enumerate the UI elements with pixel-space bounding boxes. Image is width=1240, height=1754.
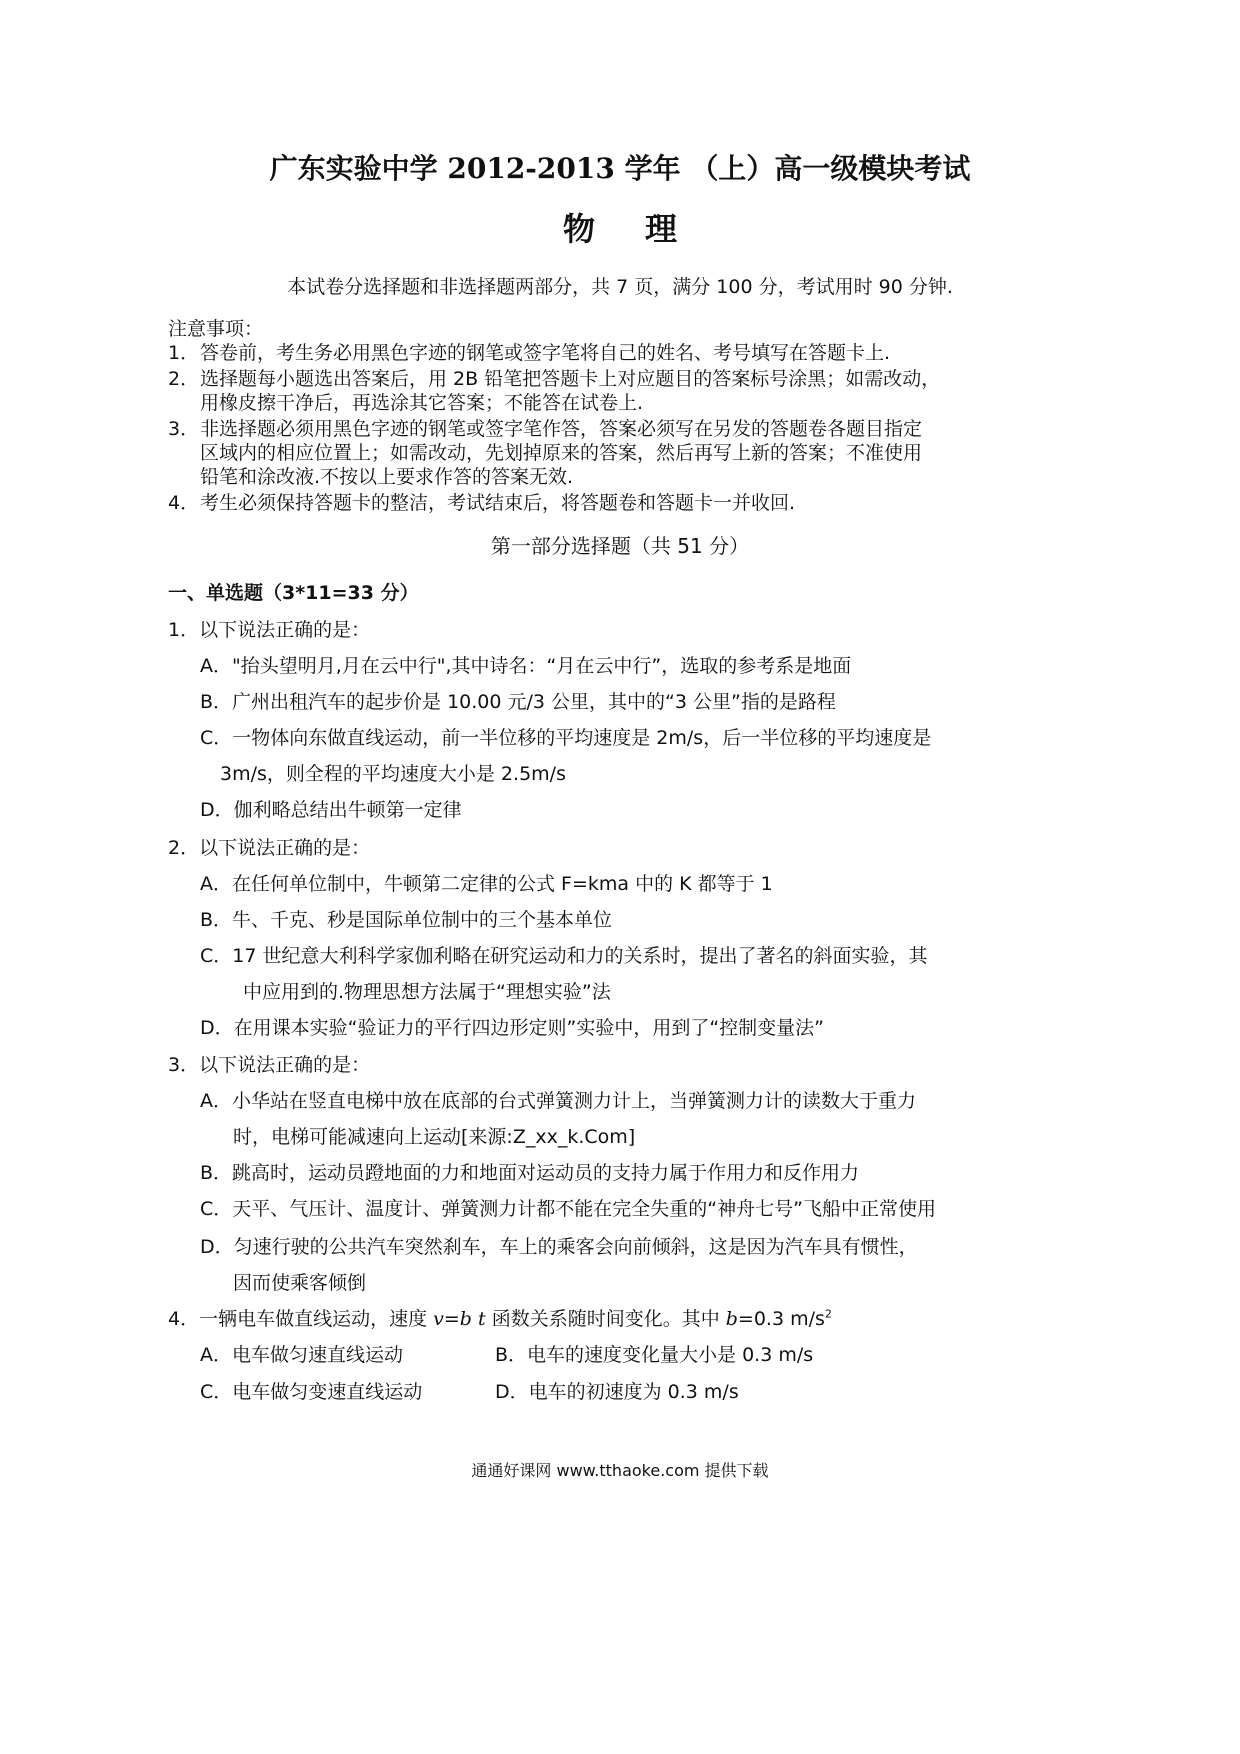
q2-option-a: A．在任何单位制中，牛顿第二定律的公式 F=kma 中的 K 都等于 1 <box>200 873 773 895</box>
q3-option-d: D．匀速行驶的公共汽车突然刹车，车上的乘客会向前倾斜，这是因为汽车具有惯性， <box>200 1236 918 1258</box>
q3-option-b: B．跳高时，运动员蹬地面的力和地面对运动员的支持力属于作用力和反作用力 <box>200 1162 860 1184</box>
notes-heading: 注意事项： <box>168 318 264 340</box>
page-footer: 通通好课网 www.tthaoke.com 提供下载 <box>471 1461 769 1480</box>
part1-title: 第一部分选择题（共 51 分） <box>490 534 750 558</box>
question-1-stem: 1．以下说法正确的是： <box>168 619 371 641</box>
q2-option-d: D．在用课本实验“验证力的平行四边形定则”实验中，用到了“控制变量法” <box>200 1017 825 1039</box>
note-item: 2．选择题每小题选出答案后，用 2B 铅笔把答题卡上对应题目的答案标号涂黑；如需改动， <box>168 368 941 390</box>
q2-option-c-continuation: 中应用到的.物理思想方法属于“理想实验”法 <box>243 981 611 1003</box>
note-item: 4．考生必须保持答题卡的整洁，考试结束后，将答题卷和答题卡一并收回. <box>168 492 796 514</box>
q4-option-a: A．电车做匀速直线运动 <box>200 1344 403 1366</box>
q2-option-b: B．牛、千克、秒是国际单位制中的三个基本单位 <box>200 909 613 931</box>
note-item: 3．非选择题必须用黑色字迹的钢笔或签字笔作答，答案必须写在另发的答题卷各题目指定 <box>168 418 923 440</box>
question-4-stem: 4．一辆电车做直线运动，速度 v=b t 函数关系随时间变化。其中 b=0.3 $m/s^2$ <box>168 1307 832 1330</box>
q1-option-b: B．广州出租汽车的起步价是 10.00 元/3 公里，其中的“3 公里”指的是路程 <box>200 691 836 713</box>
section-heading: 一、单选题（3*11=33 分） <box>168 582 419 604</box>
q1-option-d: D．伽利略总结出牛顿第一定律 <box>200 799 462 821</box>
exam-intro: 本试卷分选择题和非选择题两部分，共 7 页，满分 100 分，考试用时 90 分钟. <box>287 276 953 298</box>
note-item: 1．答卷前，考生务必用黑色字迹的钢笔或签字笔将自己的姓名、考号填写在答题卡上. <box>168 342 891 364</box>
note-item-continuation: 用橡皮擦干净后，再选涂其它答案；不能答在试卷上. <box>200 392 644 414</box>
q4-option-b: B．电车的速度变化量大小是 0.3 m/s <box>495 1344 814 1366</box>
q1-option-c-continuation: 3m/s，则全程的平均速度大小是 2.5m/s <box>220 763 566 785</box>
question-3-stem: 3．以下说法正确的是： <box>168 1054 371 1076</box>
question-2-stem: 2．以下说法正确的是： <box>168 837 371 859</box>
q1-option-a: A．"抬头望明月,月在云中行",其中诗名：“月在云中行”，选取的参考系是地面 <box>200 655 852 677</box>
q4-option-d: D．电车的初速度为 0.3 m/s <box>495 1381 739 1403</box>
note-item-continuation: 铅笔和涂改液.不按以上要求作答的答案无效. <box>200 466 574 488</box>
subject-title: 物理 <box>562 210 727 248</box>
note-item-continuation: 区域内的相应位置上；如需改动，先划掉原来的答案，然后再写上新的答案；不准使用 <box>200 442 923 464</box>
q2-option-c: C．17 世纪意大利科学家伽利略在研究运动和力的关系时，提出了著名的斜面实验，其 <box>200 945 928 967</box>
q3-option-a-continuation: 时，电梯可能减速向上运动[来源:Z_xx_k.Com] <box>233 1126 636 1148</box>
q4-option-c: C．电车做匀变速直线运动 <box>200 1381 423 1403</box>
q3-option-a: A．小华站在竖直电梯中放在底部的台式弹簧测力计上，当弹簧测力计的读数大于重力 <box>200 1090 916 1112</box>
exam-title: 广东实验中学 2012-2013 学年 （上）高一级模块考试 <box>269 152 971 185</box>
q3-option-d-continuation: 因而使乘客倾倒 <box>233 1272 367 1294</box>
q3-option-c: C．天平、气压计、温度计、弹簧测力计都不能在完全失重的“神舟七号”飞船中正常使用 <box>200 1198 936 1220</box>
q1-option-c: C．一物体向东做直线运动，前一半位移的平均速度是 2m/s，后一半位移的平均速度是 <box>200 727 932 749</box>
